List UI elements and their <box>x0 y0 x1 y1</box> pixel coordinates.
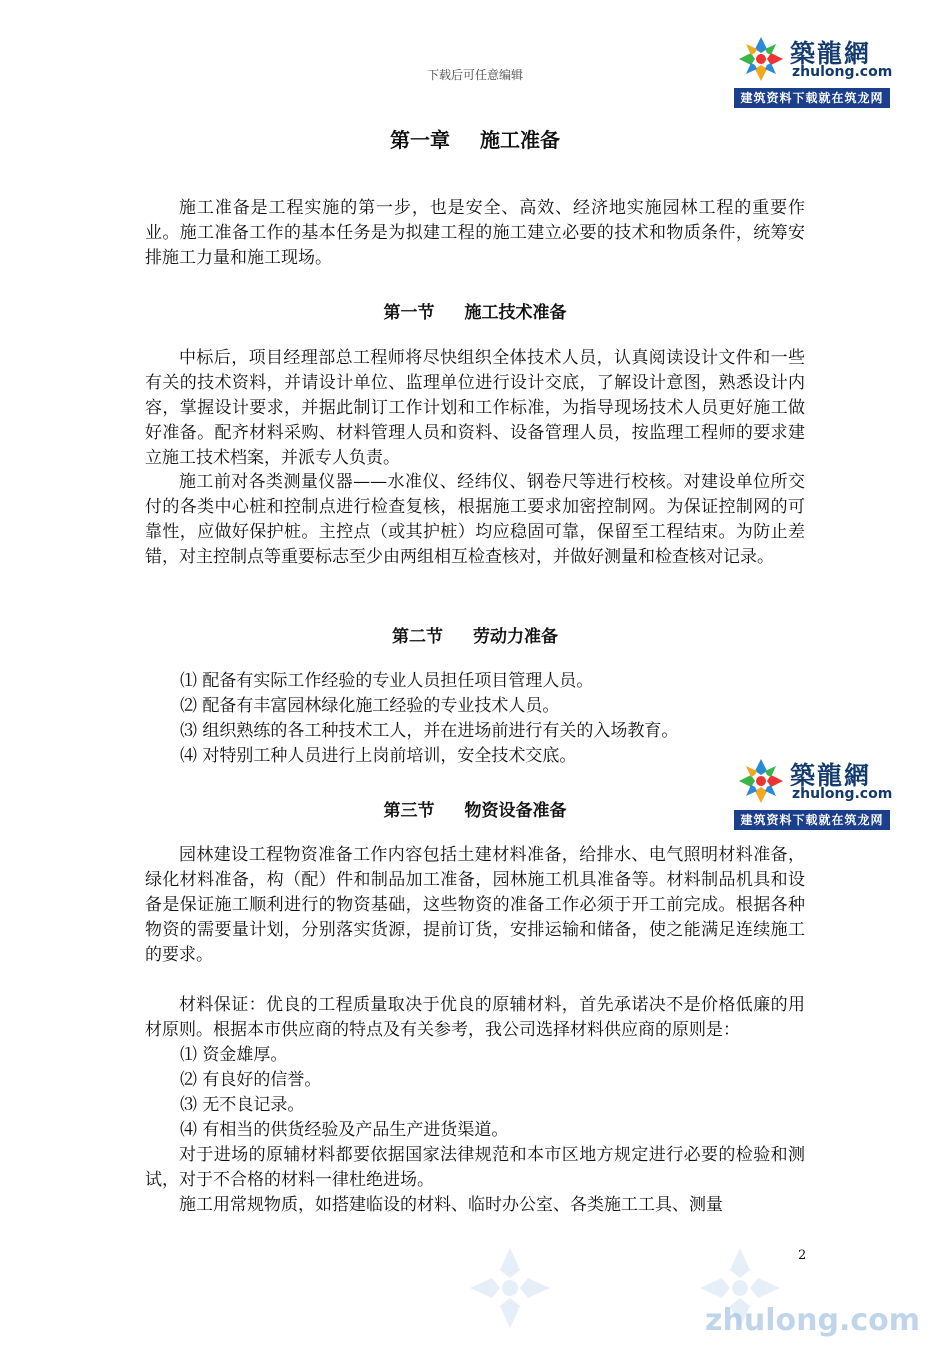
logo-domain: zhulong.com <box>792 64 893 80</box>
section-3-paragraph-4: 施工用常规物质，如搭建临设的材料、临时办公室、各类施工工具、测量 <box>179 1195 723 1215</box>
section-2-list <box>180 669 810 769</box>
list-item: ⑷ 对特别工种人员进行上岗前培训，安全技术交底。 <box>180 746 577 766</box>
section-3-title <box>0 796 950 821</box>
section-2-label: 第二节 <box>392 627 443 647</box>
section-3-label: 第三节 <box>383 801 435 821</box>
logo-name-cn: 築龍網 <box>790 761 872 790</box>
section-1-title <box>0 298 950 323</box>
list-item: ⑵ 有良好的信誉。 <box>180 1070 322 1090</box>
list-item: ⑴ 资金雄厚。 <box>180 1045 288 1065</box>
list-item: ⑵ 配备有丰富园林绿化施工经验的专业技术人员。 <box>180 696 560 716</box>
logo-name-cn: 築龍網 <box>790 39 872 68</box>
watermark-text: zhulong.com <box>705 1303 920 1338</box>
page-number: 2 <box>798 1248 807 1263</box>
section-3-name: 物资设备准备 <box>464 801 567 821</box>
logo-slogan: 建筑资料下载就在筑龙网 <box>734 810 890 830</box>
section-2-title <box>0 622 950 647</box>
intro-paragraph: 施工准备是工程实施的第一步，也是安全、高效、经济地实施园林工程的重要作业。施工准备工作的基本任务是为拟建工程的施工建立必要的技术和物质条件，统筹安排施工力量和施工现场。 <box>145 198 805 268</box>
section-3-paragraph-3: 对于进场的原辅材料都要依据国家法律规范和本市区地方规定进行必要的检验和测试，对于不合格的材料一律杜绝进场。 <box>145 1145 805 1190</box>
section-3-list <box>180 1043 810 1143</box>
header-note: 下载后可任意编辑 <box>426 68 523 82</box>
chapter-name: 施工准备 <box>480 128 560 152</box>
snowflake-icon <box>736 34 786 84</box>
section-3-paragraph-2: 材料保证：优良的工程质量取决于优良的原辅材料，首先承诺决不是价格低廉的用材原则。根据本市供应商的特点及有关参考，我公司选择材料供应商的原则是： <box>145 995 805 1040</box>
list-item: ⑶ 无不良记录。 <box>180 1095 305 1115</box>
list-item: ⑷ 有相当的供货经验及产品生产进货渠道。 <box>180 1120 509 1140</box>
logo-domain: zhulong.com <box>792 786 893 802</box>
section-1-paragraph-2: 施工前对各类测量仪器——水准仪、经纬仪、钢卷尺等进行校核。对建设单位所交付的各类中心桩和控制点进行检查复核，根据施工要求加密控制网。为保证控制网的可靠性，应做好保护桩。主控点（或其护桩）均应稳固可靠，保留至工程结束。为防止差错，对主控制点等重要标志至少由两组相互检查核对，并做好测量和检查核对记录。 <box>145 472 805 567</box>
chapter-label: 第一章 <box>390 128 450 152</box>
zhulong-logo-top <box>734 30 893 108</box>
list-item: ⑶ 组织熟练的各工种技术工人，并在进场前进行有关的入场教育。 <box>180 721 679 741</box>
section-1-name: 施工技术准备 <box>464 303 567 323</box>
section-3-paragraph-1: 园林建设工程物资准备工作内容包括土建材料准备，给排水、电气照明材料准备，绿化材料准备，构（配）件和制品加工准备，园林施工机具准备等。材料制品机具和设备是保证施工顺利进行的物资基础，这些物资的准备工作必须于开工前完成。根据各种物资的需要量计划，分别落实货源，提前订货，安排运输和储备，使之能满足连续施工的要求。 <box>145 845 805 965</box>
section-2-name: 劳动力准备 <box>473 627 558 647</box>
chapter-title <box>0 124 950 153</box>
section-1-paragraph-1: 中标后，项目经理部总工程师将尽快组织全体技术人员，认真阅读设计文件和一些有关的技术资料，并请设计单位、监理单位进行设计交底，了解设计意图，熟悉设计内容，掌握设计要求，并据此制订工作计划和工作标准，为指导现场技术人员更好施工做好准备。配齐材料采购、材料管理人员和资料、设备管理人员，按监理工程师的要求建立施工技术档案，并派专人负责。 <box>145 348 805 468</box>
list-item: ⑴ 配备有实际工作经验的专业人员担任项目管理人员。 <box>180 671 594 691</box>
section-1-label: 第一节 <box>383 303 435 323</box>
logo-slogan: 建筑资料下载就在筑龙网 <box>734 88 890 108</box>
